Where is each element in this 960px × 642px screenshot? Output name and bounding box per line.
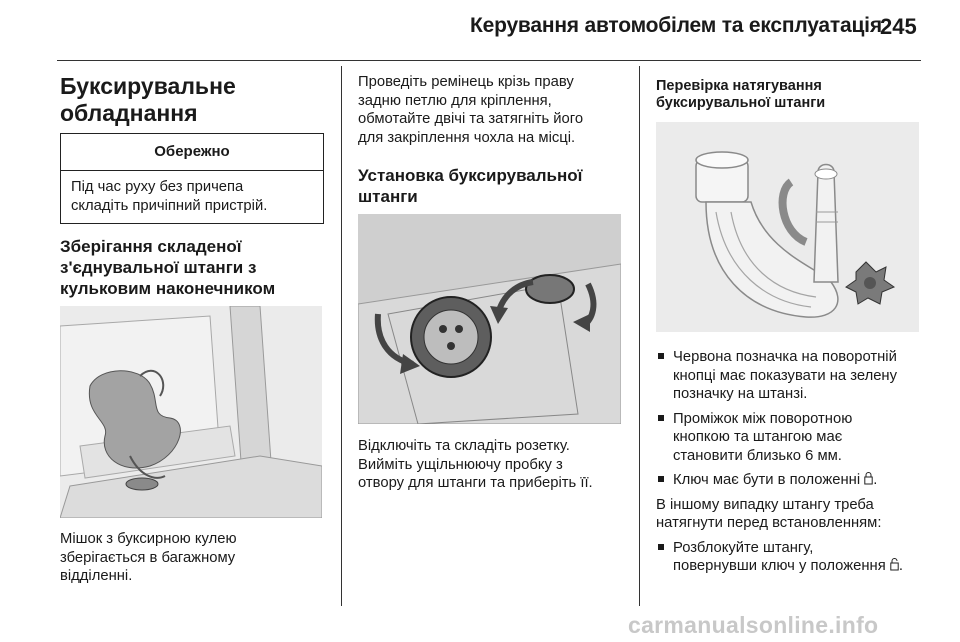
bullet-icon <box>658 353 664 359</box>
bullet-icon <box>658 544 664 550</box>
trunk-bag-illustration <box>60 306 322 518</box>
list-item: Ключ має бути в положенні . <box>656 471 926 490</box>
locked-padlock-icon <box>864 471 873 485</box>
header-rule <box>57 60 921 61</box>
list-item: Розблокуйте штангу, повернувши ключ у положення . <box>656 539 926 576</box>
check-heading: Перевірка натягування буксирувальної штанги <box>656 78 826 111</box>
otherwise-text: В іншому випадку штангу треба натягнути перед встановленням: <box>656 496 882 531</box>
unlocked-padlock-icon <box>890 557 899 571</box>
figure-caption: Відключіть та складіть розетку. Вийміть ущільнюючу пробку з отвору для штанги та приберіть її. <box>358 438 593 491</box>
list-item: Проміжок між поворотною кнопкою та штангою має становити близько 6 мм. <box>656 410 926 466</box>
bullet-icon <box>658 476 664 482</box>
warning-heading: Обережно <box>61 134 323 171</box>
socket-illustration <box>358 214 621 424</box>
list-item: Червона позначка на поворотній кнопці має показувати на зелену позначку на штанзі. <box>656 348 926 404</box>
figure-caption: Мішок з буксирною кулею зберігається в багажному відділенні. <box>60 531 237 584</box>
strap-instructions: Проведіть ремінець крізь праву задню петлю для кріплення, обмотайте двічі та затягніть його для закріплення чохла на місці. <box>358 74 584 146</box>
storage-heading: Зберігання складеної з'єднувальної штанги з кульковим наконечником <box>60 237 276 298</box>
watermark: carmanualsonline.info <box>628 612 879 638</box>
column-divider <box>341 66 342 606</box>
warning-box <box>60 133 324 224</box>
column-divider <box>639 66 640 606</box>
bullet-list <box>656 348 926 576</box>
section-title: Буксирувальне обладнання <box>60 73 236 126</box>
towbar-illustration <box>656 122 919 332</box>
page-number: 245 <box>880 14 917 39</box>
page-header-title: Керування автомобілем та експлуатація <box>470 14 882 37</box>
bullet-icon <box>658 415 664 421</box>
install-heading: Установка буксирувальної штанги <box>358 166 583 206</box>
warning-text: Під час руху без причепа складіть причіпний пристрій. <box>71 179 268 214</box>
